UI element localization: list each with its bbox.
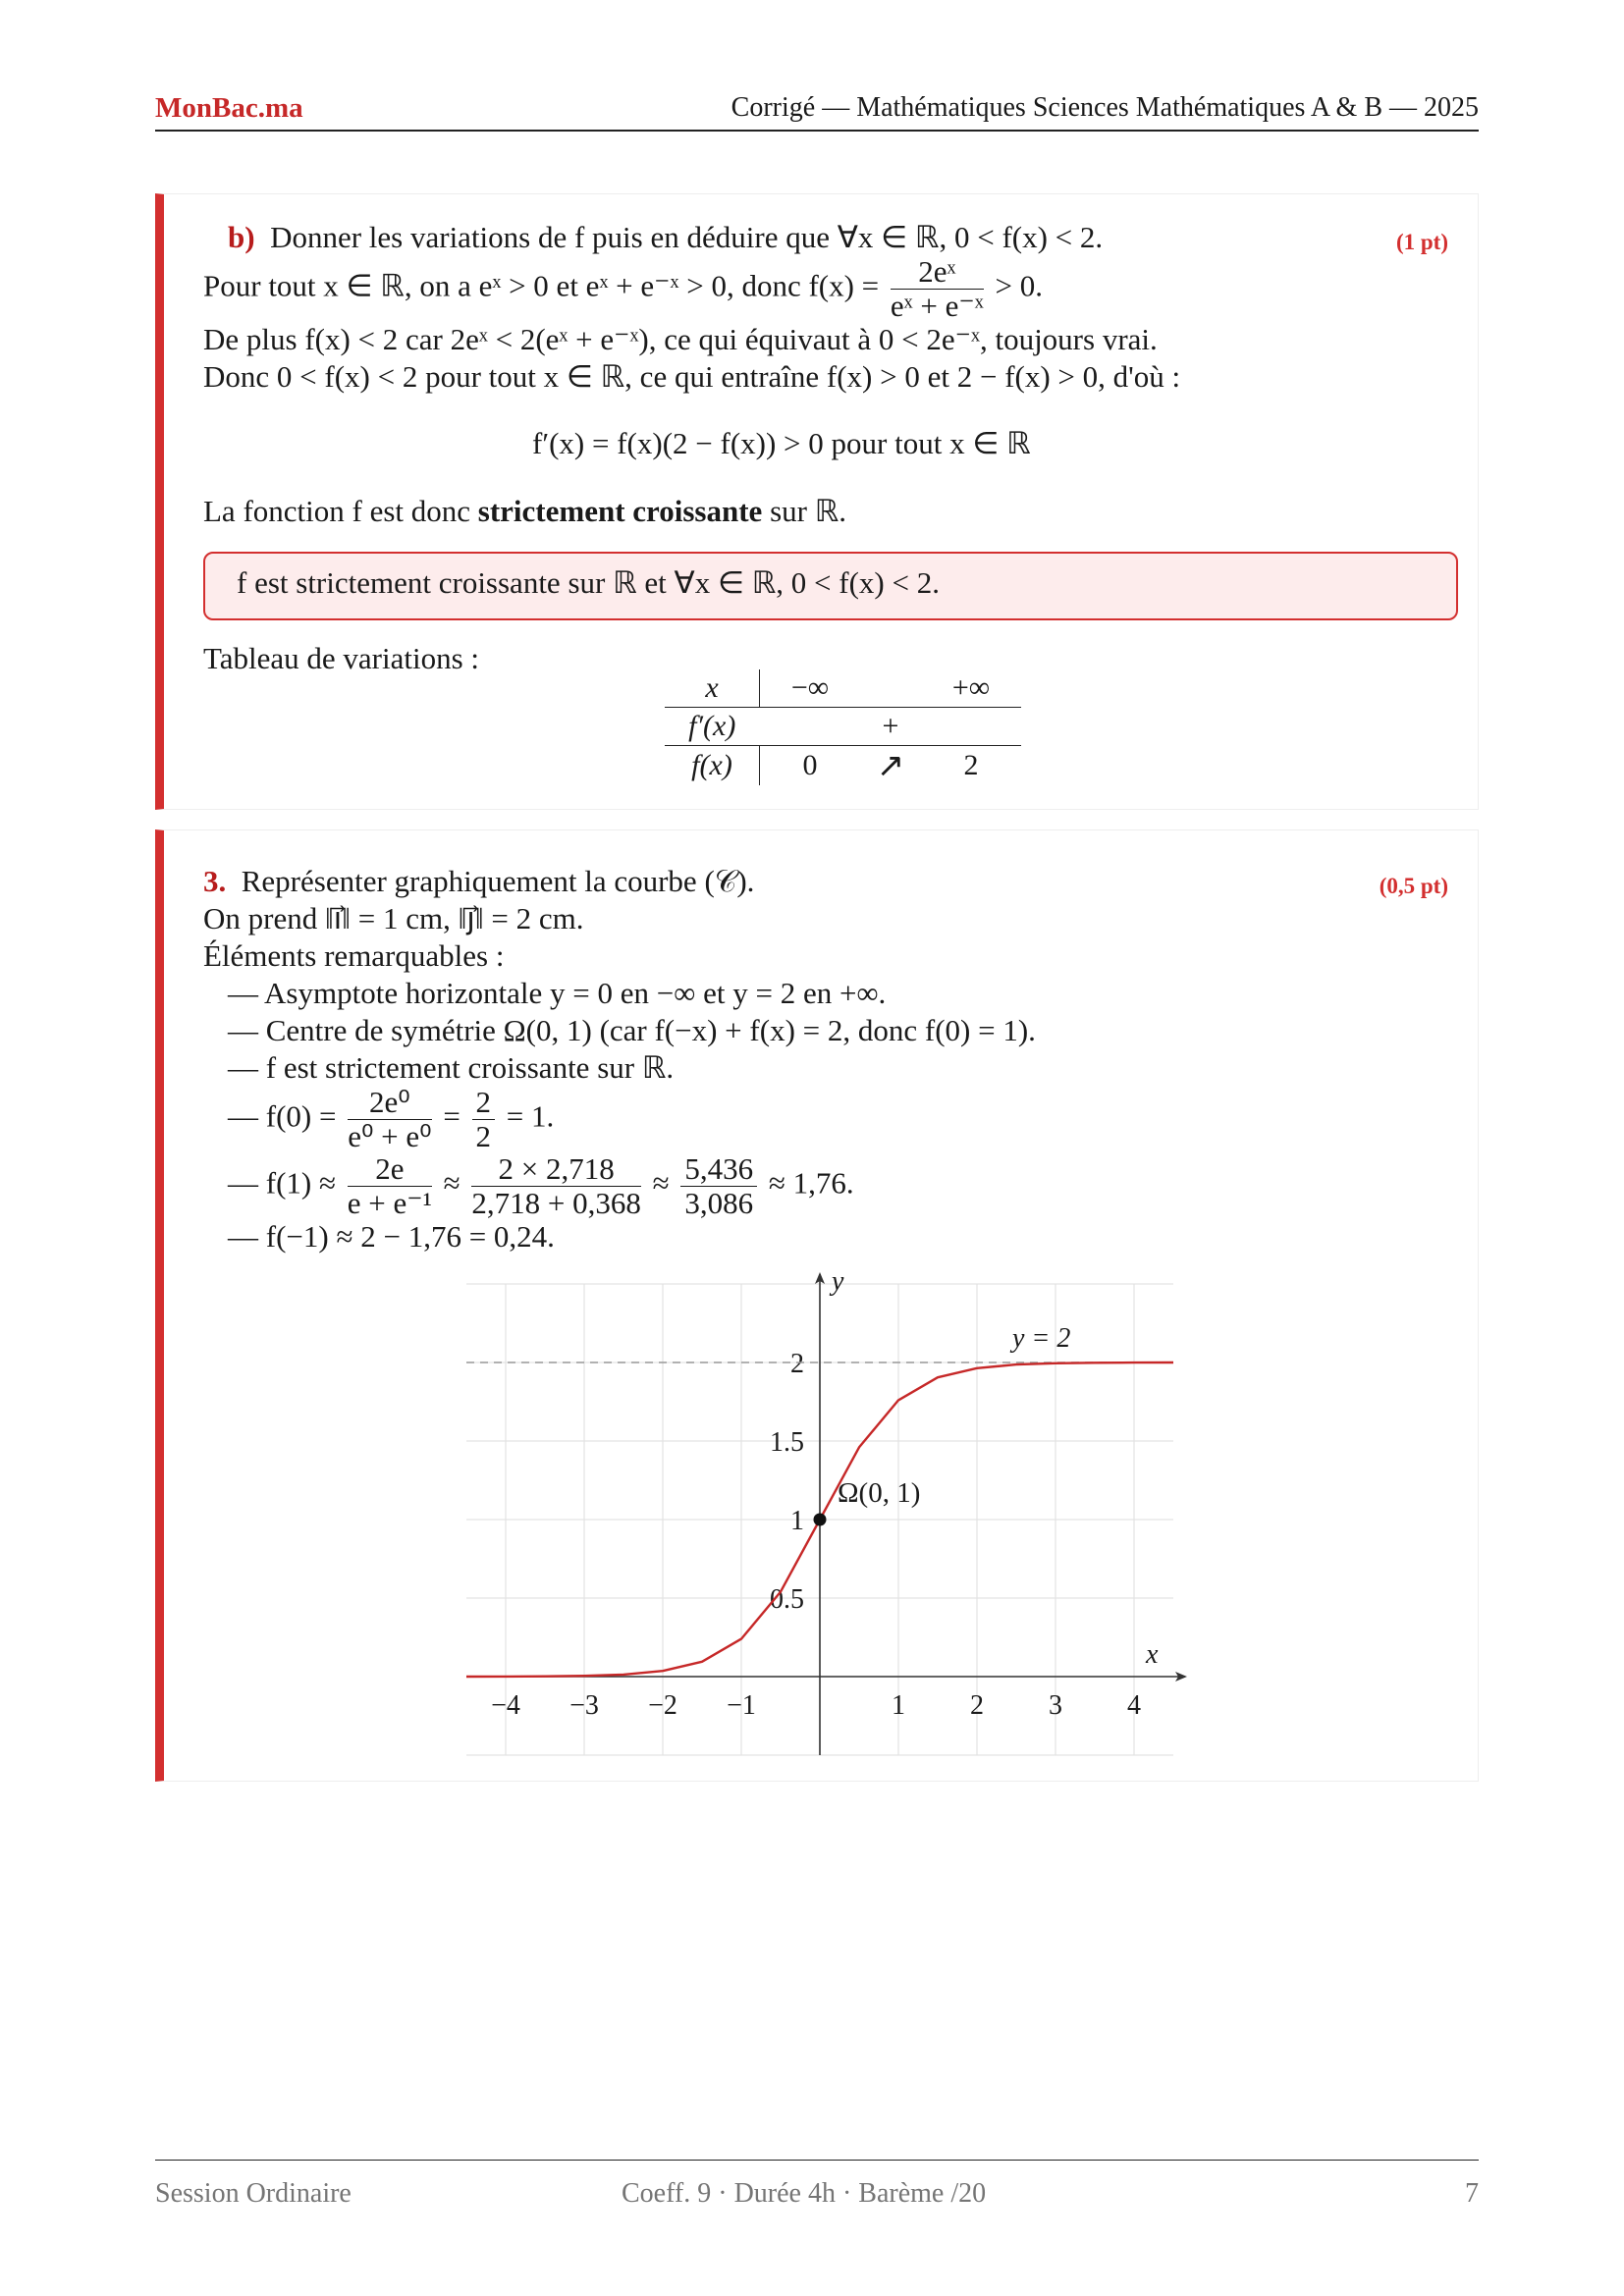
page-number: 7 [1465, 2178, 1479, 2209]
f1-post: ≈ 1,76. [768, 1165, 854, 1201]
fraction-numerator: 2 [472, 1086, 496, 1120]
asymptote-label: y = 2 [1012, 1323, 1071, 1354]
table-title: Tableau de variations : [203, 641, 480, 675]
result-box [203, 552, 1458, 620]
footer-session: Session Ordinaire [155, 2178, 352, 2209]
approx-sign: ≈ [652, 1165, 670, 1201]
fraction-numerator: 2 × 2,718 [471, 1152, 640, 1187]
proof-line-1 [203, 255, 1043, 323]
list-item: — Asymptote horizontale y = 0 en −∞ et y = 2 en +∞. [228, 976, 887, 1010]
table-cell: x [665, 669, 760, 708]
table-cell: 2 [921, 746, 1021, 786]
list-item: — f(−1) ≈ 2 − 1,76 = 0,24. [228, 1219, 555, 1254]
y-axis-label: y [832, 1266, 844, 1297]
x-tick-label: 2 [970, 1690, 984, 1721]
question-text: Représenter graphiquement la courbe (𝒞). [241, 864, 755, 898]
fraction-denominator: e⁰ + e⁰ [348, 1119, 432, 1154]
f1-pre: — f(1) ≈ [228, 1165, 336, 1201]
derivative-formula: f′(x) = f(x)(2 − f(x)) > 0 pour tout x ∈ ℝ [532, 426, 1031, 460]
elements-title: Éléments remarquables : [203, 938, 505, 973]
table-cell: f(x) [665, 746, 760, 786]
question-label: 3. [203, 864, 227, 898]
list-item: — f est strictement croissante sur ℝ. [228, 1050, 675, 1085]
fraction-numerator: 5,436 [680, 1152, 757, 1187]
question-label: b) [228, 220, 255, 254]
x-tick-label: 4 [1127, 1690, 1141, 1721]
y-tick-label: 2 [790, 1349, 804, 1379]
variation-table [665, 669, 1021, 785]
x-tick-label: −3 [569, 1690, 599, 1721]
table-cell: +∞ [951, 671, 991, 704]
y-tick-label: 1.5 [770, 1427, 804, 1458]
fraction-numerator: 2e⁰ [348, 1086, 431, 1120]
f0-pre: — f(0) = [228, 1098, 337, 1134]
y-tick-label: 1 [790, 1506, 804, 1536]
header-subject: Corrigé — Mathématiques Sciences Mathématiques A & B — 2025 [731, 92, 1479, 123]
units-line: On prend ‖ı⃗‖ = 1 cm, ‖ȷ⃗‖ = 2 cm. [203, 901, 584, 935]
points-badge: (1 pt) [1395, 230, 1448, 254]
conclusion-bold: strictement croissante [477, 494, 763, 528]
conclusion-pre: La fonction f est donc [203, 494, 471, 528]
f0-post: = 1. [506, 1098, 555, 1134]
proof-line-2: De plus f(x) < 2 car 2eˣ < 2(eˣ + e⁻ˣ), ce qui équivaut à 0 < 2e⁻ˣ, toujours vrai. [203, 322, 1158, 356]
question-text: Donner les variations de f puis en déduire que ∀x ∈ ℝ, 0 < f(x) < 2. [270, 220, 1104, 254]
fraction-denominator: e + e⁻¹ [347, 1186, 432, 1221]
symmetry-center-label: Ω(0, 1) [838, 1477, 921, 1509]
page-header [155, 86, 1479, 132]
result-text: f est strictement croissante sur ℝ et ∀x ∈ ℝ, 0 < f(x) < 2. [237, 565, 940, 600]
x-tick-label: 3 [1049, 1690, 1062, 1721]
proof-line-1-text: Pour tout x ∈ ℝ, on a eˣ > 0 et eˣ + e⁻ˣ > 0, donc f(x) = [203, 268, 880, 303]
list-item: — Centre de symétrie Ω(0, 1) (car f(−x) + f(x) = 2, donc f(0) = 1). [228, 1013, 1036, 1047]
fraction-numerator: 2e [348, 1152, 432, 1187]
fraction-denominator: eˣ + e⁻ˣ [890, 289, 984, 324]
x-tick-label: 1 [892, 1690, 905, 1721]
question-b [228, 220, 1103, 255]
footer-info: Coeff. 9 · Durée 4h · Barème /20 [622, 2178, 987, 2209]
x-tick-label: −4 [491, 1690, 520, 1721]
function-graph [164, 830, 1480, 1781]
x-tick-label: −1 [727, 1690, 756, 1721]
table-cell: f′(x) [665, 708, 760, 746]
answer-box-3 [155, 829, 1479, 1782]
fraction-denominator: 2,718 + 0,368 [471, 1186, 641, 1221]
fraction [891, 255, 984, 323]
y-tick-label: 0.5 [770, 1584, 804, 1615]
approx-sign: ≈ [443, 1165, 460, 1201]
table-cell: + [860, 708, 921, 746]
brand-logo[interactable]: MonBac.ma [155, 92, 303, 124]
symmetry-center-point [814, 1514, 827, 1526]
fraction-denominator: 3,086 [684, 1186, 754, 1221]
increase-arrow: ↗ [860, 746, 921, 786]
proof-line-3: Donc 0 < f(x) < 2 pour tout x ∈ ℝ, ce qui entraîne f(x) > 0 et 2 − f(x) > 0, d'où : [203, 359, 1181, 394]
proof-line-1-end: > 0. [995, 268, 1043, 303]
answer-box-b [155, 193, 1479, 810]
f0-eq: = [443, 1098, 460, 1134]
table-cell: 0 [760, 746, 861, 786]
fraction-denominator: 2 [475, 1119, 492, 1154]
conclusion-post: sur ℝ. [770, 494, 847, 528]
table-cell: −∞ [790, 671, 830, 704]
fraction-numerator: 2eˣ [891, 255, 984, 290]
x-tick-label: −2 [648, 1690, 677, 1721]
conclusion-line [203, 494, 846, 529]
points-badge: (0,5 pt) [1379, 874, 1448, 898]
x-axis-label: x [1146, 1639, 1159, 1670]
page-footer [155, 2160, 1479, 2219]
